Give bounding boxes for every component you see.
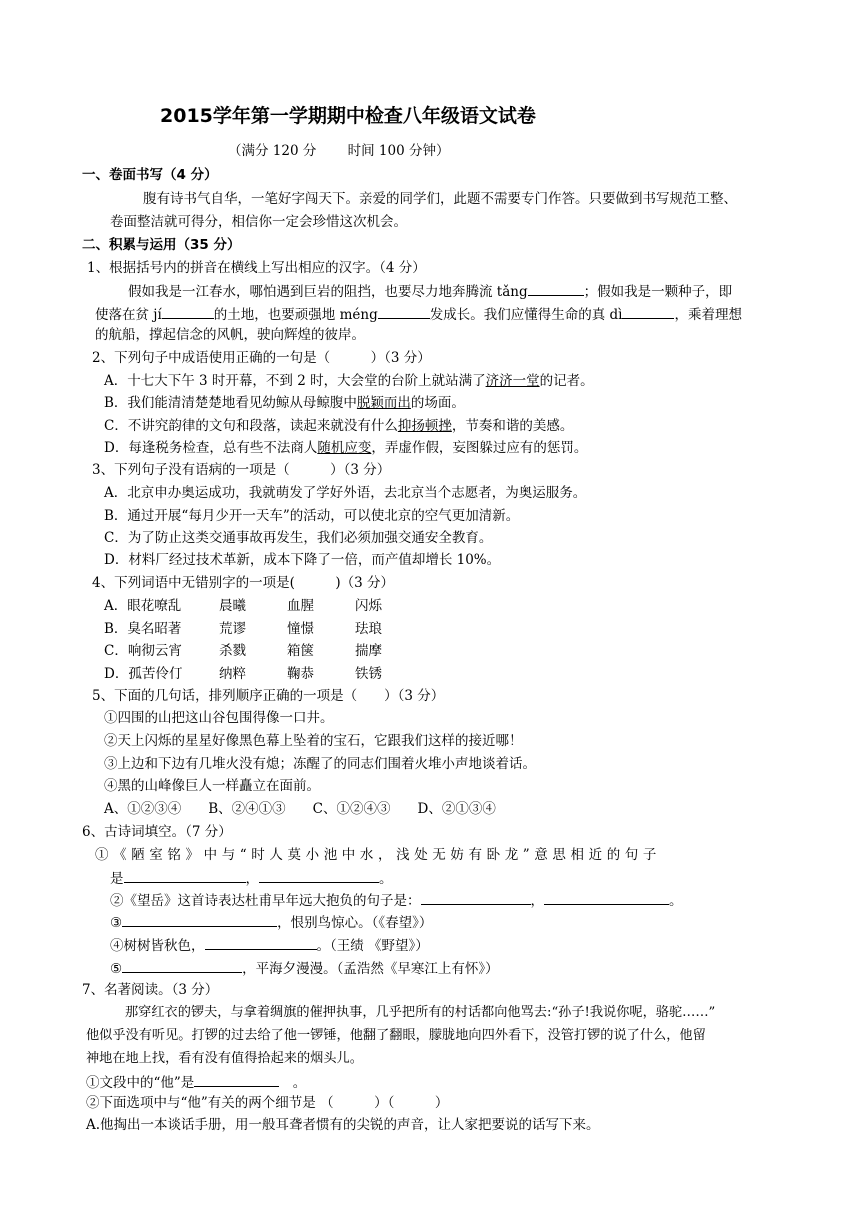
question-3-option-c: C．为了防止这类交通事故再发生，我们必须加强交通安全教育。 bbox=[104, 530, 493, 546]
q4-word: 珐琅 bbox=[355, 620, 382, 637]
question-2-option-d bbox=[104, 438, 587, 458]
section-2-heading: 二、积累与运用（35 分） bbox=[82, 237, 241, 253]
answer-blank[interactable] bbox=[122, 911, 277, 927]
question-6-stem: 6、古诗词填空。（7 分） bbox=[82, 824, 232, 840]
section-1-heading: 一、卷面书写（4 分） bbox=[82, 167, 218, 183]
question-2-option-b bbox=[104, 393, 465, 413]
q4-word: 纳粹 bbox=[219, 665, 246, 682]
answer-blank[interactable] bbox=[205, 934, 317, 950]
question-5-stem: 5、下面的几句话，排列顺序正确的一项是（ ）（3 分） bbox=[92, 688, 445, 704]
q4-option-label-word: A．眼花嘹乱 bbox=[104, 598, 182, 614]
question-7-passage-3: 神地在地上找，看有没有值得拾起来的烟头儿。 bbox=[86, 1051, 363, 1066]
subq-text: ①文段中的“他”是 bbox=[86, 1075, 195, 1091]
q1-text: 使落在贫 jí bbox=[95, 307, 162, 323]
q4-word: 箱箧 bbox=[287, 643, 314, 659]
answer-blank[interactable] bbox=[378, 303, 430, 319]
q1-text: ，乘着理想 bbox=[674, 307, 742, 323]
question-6-item-2: ②《望岳》这首诗表达杜甫早年远大抱负的句子是： ， 。 bbox=[110, 889, 683, 911]
item-text: ④树树皆秋色， bbox=[110, 938, 205, 954]
q4-word: 揣摩 bbox=[355, 643, 382, 659]
answer-blank[interactable] bbox=[528, 280, 584, 296]
item-text: ，恨别鸟惊心。（《春望》） bbox=[277, 915, 433, 931]
question-3-option-b: B．通过开展“每月少开一天车”的活动，可以使北京的空气更加清新。 bbox=[104, 508, 520, 524]
q4-word: 血腥 bbox=[287, 598, 314, 614]
exam-info: （满分 120 分 时间 100 分钟） bbox=[228, 143, 450, 159]
section-1-text-2: 卷面整洁就可得分，相信你一定会珍惜这次机会。 bbox=[110, 214, 407, 230]
item-text: 。（王绩 《野望》） bbox=[316, 938, 429, 954]
q1-text: 发成长。我们应懂得生命的真 dì bbox=[429, 307, 623, 323]
page-title: 2015学年第一学期期中检查八年级语文试卷 bbox=[160, 105, 536, 127]
q4-word: 铁锈 bbox=[355, 665, 382, 682]
q1-text: ；假如我是一颗种子，即 bbox=[583, 284, 733, 300]
answer-blank[interactable] bbox=[544, 889, 669, 905]
item-text: ，平海夕漫漫。（孟浩然《早寒江上有怀》） bbox=[242, 961, 499, 977]
question-2-option-a bbox=[104, 371, 594, 391]
question-2-option-c bbox=[104, 416, 573, 436]
option-text: C．不讲究韵律的文句和段落，读起来就没有什么 bbox=[104, 418, 398, 434]
idiom: 随机应变 bbox=[317, 440, 372, 456]
question-5-sentence-4: ④黑的山峰像巨人一样矗立在面前。 bbox=[104, 778, 320, 794]
item-text: ③ bbox=[110, 915, 123, 931]
question-6-item-4 bbox=[110, 934, 429, 956]
item-text: 是 bbox=[110, 871, 124, 887]
question-1-line-3: 的航船，撑起信念的风帆，驶向辉煌的彼岸。 bbox=[95, 327, 365, 343]
question-7-option-a: A.他掏出一本谈话手册，用一般耳聋者惯有的尖锐的声音，让人家把要说的话写下来。 bbox=[86, 1117, 600, 1133]
question-5-sentence-1: ①四围的山把这山谷包围得像一口井。 bbox=[104, 710, 334, 726]
q4-word: 荒谬 bbox=[219, 620, 246, 637]
question-7-passage-2: 他似乎没有听见。打锣的过去给了他一锣锤，他翻了翻眼，朦胧地向四外看下，没管打锣的说了什么，他留 bbox=[86, 1028, 706, 1043]
question-6-item-1: ①《陋室铭》中与“时人莫小池中水，浅处无妨有卧龙”意思相近的句子 bbox=[95, 847, 662, 863]
item-text: ⑤ bbox=[110, 961, 123, 977]
answer-blank[interactable] bbox=[622, 303, 674, 319]
question-5-sentence-2: ②天上闪烁的星星好像黑色幕上坠着的宝石，它跟我们这样的接近哪！ bbox=[104, 733, 523, 749]
answer-blank[interactable] bbox=[194, 1071, 279, 1087]
q4-word: 杀戮 bbox=[219, 643, 246, 659]
question-4-stem: 4、下列词语中无错别字的一项是( )（3 分） bbox=[92, 575, 395, 591]
question-1-line-2 bbox=[95, 303, 742, 325]
answer-blank[interactable] bbox=[259, 867, 379, 883]
question-7-subq-1: ①文段中的“他”是 。 bbox=[86, 1071, 306, 1093]
option-text: 的记者。 bbox=[539, 373, 594, 389]
question-7-subq-2: ②下面选项中与“他”有关的两个细节是 （ ）（ ） bbox=[86, 1095, 449, 1111]
idiom: 济济一堂 bbox=[485, 373, 540, 389]
question-6-item-5 bbox=[110, 957, 499, 979]
option-text: ，节奏和谐的美感。 bbox=[451, 418, 574, 434]
option-text: B．我们能清清楚楚地看见幼鲸从母鲸腹中 bbox=[104, 395, 357, 411]
question-6-item-3 bbox=[110, 911, 432, 933]
answer-blank[interactable] bbox=[162, 303, 214, 319]
question-6-item-1-answer: 是 ， 。 bbox=[110, 867, 393, 889]
question-3-stem: 3、下列句子没有语病的一项是（ ）（3 分） bbox=[92, 462, 391, 478]
option-text: A．十七大下午 3 时开幕，不到 2 时，大会堂的台阶上就站满了 bbox=[104, 373, 486, 389]
answer-blank[interactable] bbox=[122, 957, 242, 973]
item-text: ②《望岳》这首诗表达杜甫早年远大抱负的句子是： bbox=[110, 893, 421, 909]
idiom: 脱颖而出 bbox=[356, 395, 411, 411]
question-1-stem: 1、根据括号内的拼音在横线上写出相应的汉字。（4 分） bbox=[87, 260, 426, 276]
q4-option-label-word: B．臭名昭著 bbox=[104, 620, 182, 637]
idiom: 抑扬顿挫 bbox=[397, 418, 452, 434]
q4-word: 晨曦 bbox=[219, 598, 246, 614]
q1-text: 的土地，也要顽强地 méng bbox=[213, 307, 378, 323]
option-text: 的场面。 bbox=[410, 395, 465, 411]
question-5-options: A、①②③④ B、②④①③ C、①②④③ D、②①③④ bbox=[104, 801, 496, 817]
q4-word: 鞠恭 bbox=[287, 665, 314, 682]
q4-word: 闪烁 bbox=[355, 598, 382, 614]
option-text: D．每逢税务检查，总有些不法商人 bbox=[104, 440, 318, 456]
question-3-option-d: D．材料厂经过技术革新，成本下降了一倍，而产值却增长 10%。 bbox=[104, 552, 501, 568]
q4-option-label-word: C．响彻云宵 bbox=[104, 643, 182, 659]
question-7-passage-1: 那穿红衣的锣夫，与拿着绸旗的催押执事，几乎把所有的村话都向他骂去:“孙子!我说你呢，骆驼……” bbox=[125, 1005, 716, 1020]
question-5-sentence-3: ③上边和下边有几堆火没有熄；冻醒了的同志们围着火堆小声地谈着话。 bbox=[104, 756, 536, 772]
section-1-text: 腹有诗书气自华，一笔好字闯天下。亲爱的同学们，此题不需要专门作答。只要做到书写规范工整、 bbox=[143, 191, 737, 207]
q1-text: 假如我是一江春水，哪怕遇到巨岩的阻挡，也要尽力地奔腾流 tǎng bbox=[128, 284, 528, 300]
answer-blank[interactable] bbox=[421, 889, 531, 905]
option-text: ，弄虚作假，妄图躲过应有的惩罚。 bbox=[371, 440, 588, 456]
answer-blank[interactable] bbox=[124, 867, 246, 883]
question-1-line-1 bbox=[128, 280, 732, 302]
question-3-option-a: A．北京申办奥运成功，我就萌发了学好外语，去北京当个志愿者，为奥运服务。 bbox=[104, 485, 587, 501]
question-2-stem: 2、下列句子中成语使用正确的一句是（ ）（3 分） bbox=[92, 350, 431, 366]
q4-word: 憧憬 bbox=[287, 620, 314, 637]
q4-option-label-word: D．孤苦伶仃 bbox=[104, 665, 183, 682]
question-7-stem: 7、名著阅读。（3 分） bbox=[82, 982, 219, 998]
